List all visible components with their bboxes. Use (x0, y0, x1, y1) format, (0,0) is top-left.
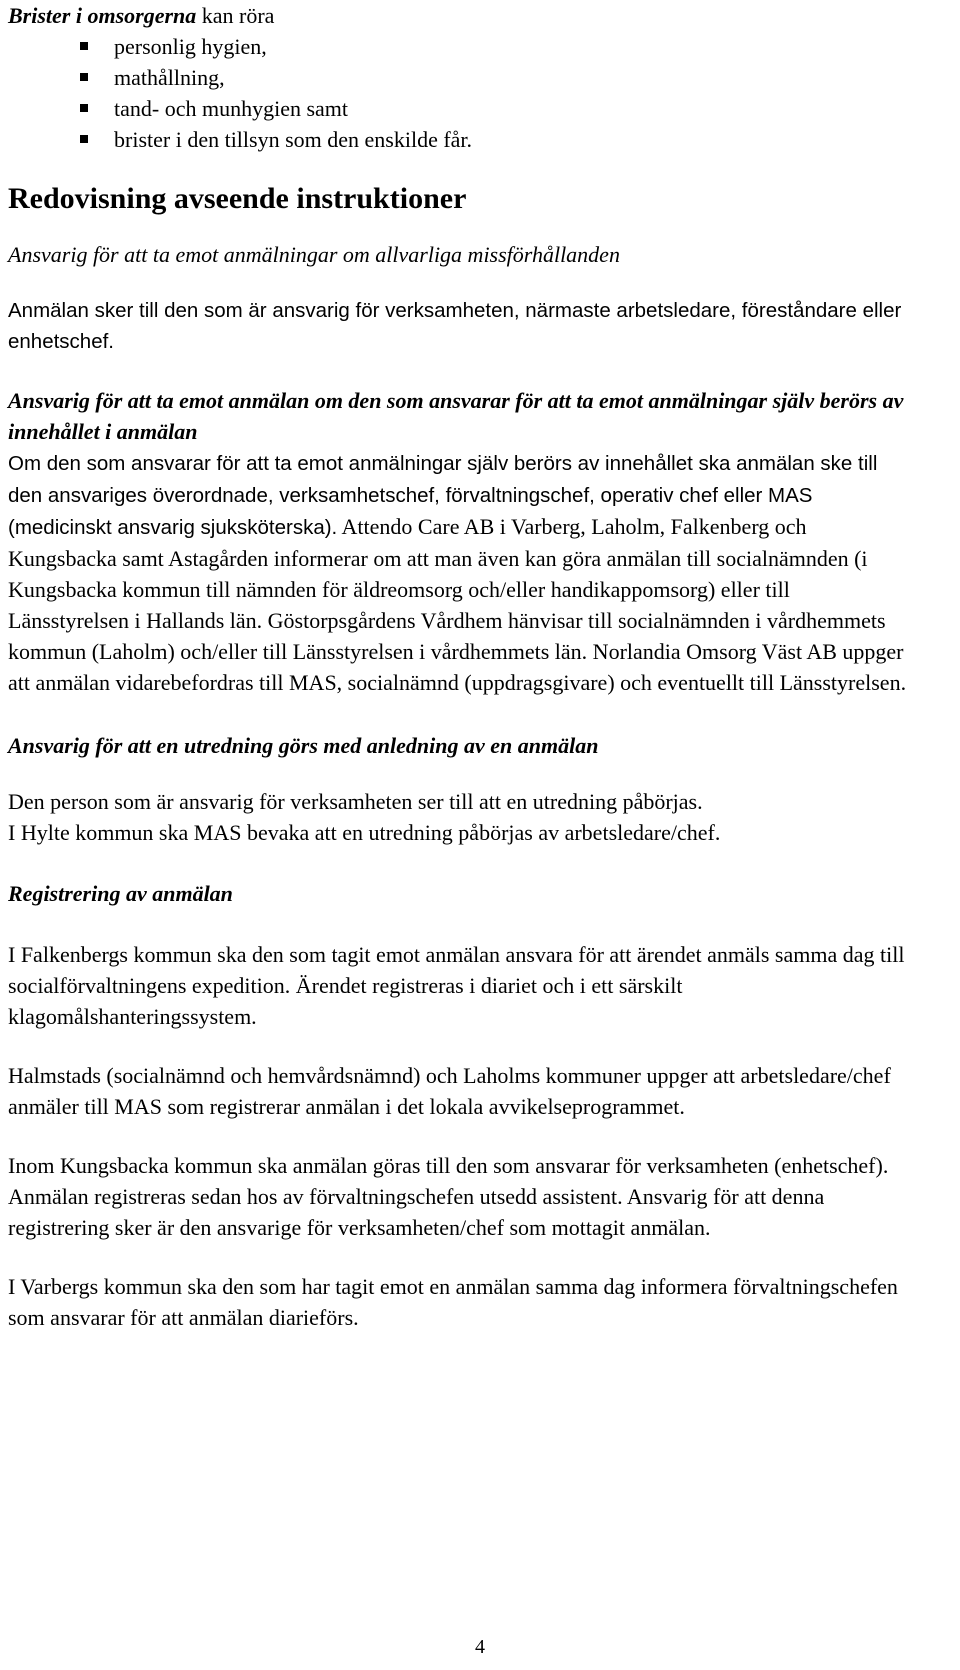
intro-lead-bold: Brister i omsorgerna (8, 3, 197, 28)
paragraph: Attendo Care AB i Varberg, Laholm, Falkenberg och Kungsbacka samt Astagården informerar om att man även kan göra anmälan till socialnämnden (i Kungsbacka kommun till nämnden för äldreomsorg och/eller handikappomsorg) eller till Länsstyrelsen i Hallands län. Göstorpsgårdens Vårdhem hänvisar till socialnämnden i vårdhemmets kommun (Laholm) och/eller till Länsstyrelsen i vårdhemmets län. Norlandia Omsorg Väst AB uppger att anmälan vidarebefordras till MAS, socialnämnd (uppdragsgivare) och eventuellt till Länsstyrelsen. (8, 514, 907, 695)
list-item (114, 31, 908, 62)
paragraph: Den person som är ansvarig för verksamheten ser till att en utredning påbörjas. (8, 789, 703, 814)
list-item (114, 62, 908, 93)
paragraph: Inom Kungsbacka kommun ska anmälan göras till den som ansvarar för verksamheten (enhetschef). Anmälan registreras sedan hos av förvaltningschefen utsedd assistent. Ansvarig för att denna registrering sker är den ansvarige för verksamheten/chef som mottagit anmälan. (8, 1153, 889, 1240)
list-item-text: mathållning, (114, 65, 225, 90)
square-bullet-icon (80, 73, 88, 81)
section-heading: Ansvarig för att ta emot anmälan om den som ansvarar för att ta emot anmälningar själv berörs av innehållet i anmälan (8, 388, 904, 444)
square-bullet-icon (80, 135, 88, 143)
paragraph: Anmälan sker till den som är ansvarig för verksamheten, närmaste arbetsledare, föreståndare eller enhetschef. (8, 299, 902, 353)
intro-lead-rest: kan röra (196, 3, 275, 28)
paragraph: I Falkenbergs kommun ska den som tagit emot anmälan ansvara för att ärendet anmäls samma dag till socialförvaltningens expedition. Ärendet registreras i diariet och i ett särskilt klagomålshanteringssystem. (8, 942, 905, 1029)
list-item (114, 124, 908, 155)
paragraph: I Varbergs kommun ska den som har tagit emot en anmälan samma dag informera förvaltningschefen som ansvarar för att anmälan diarieförs. (8, 1274, 898, 1330)
document-page (8, 0, 908, 1333)
list-item-text: tand- och munhygien samt (114, 96, 349, 121)
section-title: Redovisning avseende instruktioner (8, 182, 467, 215)
page-number: 4 (475, 1636, 485, 1658)
list-item-text: brister i den tillsyn som den enskilde får. (114, 127, 473, 152)
square-bullet-icon (80, 104, 88, 112)
square-bullet-icon (80, 42, 88, 50)
intro-line (8, 0, 908, 31)
paragraph: I Hylte kommun ska MAS bevaka att en utredning påbörjas av arbetsledare/chef. (8, 820, 721, 845)
paragraph: Halmstads (socialnämnd och hemvårdsnämnd) och Laholms kommuner uppger att arbetsledare/chef anmäler till MAS som registrerar anmälan i det lokala avvikelseprogrammet. (8, 1063, 891, 1119)
paragraph: Om den som ansvarar för att ta emot anmälningar själv berörs av innehållet ska anmälan ske till den ansvariges överordnade, verksamhetschef, förvaltningschef, operativ chef eller MAS (medicinskt ansvarig sjuksköterska). (8, 452, 878, 539)
bullet-list (8, 31, 908, 155)
section-heading: Registrering av anmälan (8, 881, 233, 906)
section-heading: Ansvarig för att ta emot anmälningar om allvarliga missförhållanden (8, 242, 620, 267)
list-item (114, 93, 908, 124)
section-heading: Ansvarig för att en utredning görs med anledning av en anmälan (8, 733, 599, 758)
list-item-text: personlig hygien, (114, 34, 267, 59)
